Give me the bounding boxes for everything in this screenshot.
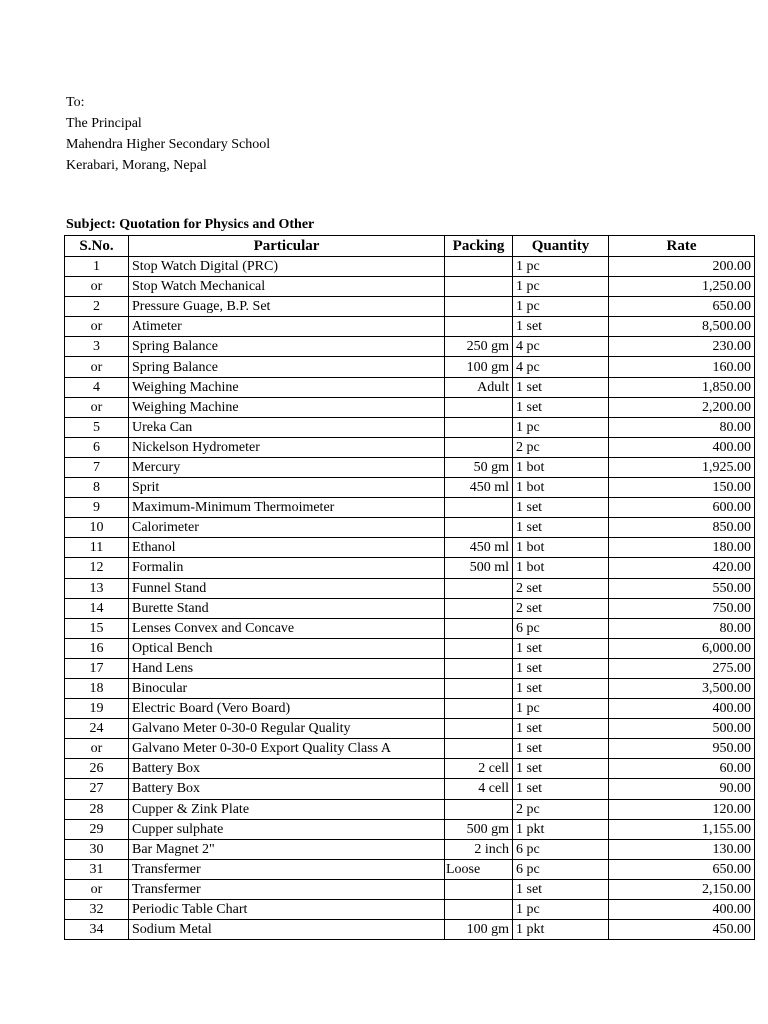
cell-particular: Periodic Table Chart [129,900,445,920]
cell-quantity: 1 set [513,317,609,337]
cell-packing: 100 gm [445,920,513,940]
table-row [65,498,755,518]
cell-sno: 16 [65,638,129,658]
cell-sno: 19 [65,699,129,719]
cell-particular: Electric Board (Vero Board) [129,699,445,719]
cell-rate: 230.00 [609,337,755,357]
cell-sno: 3 [65,337,129,357]
cell-rate: 950.00 [609,739,755,759]
cell-particular: Battery Box [129,759,445,779]
cell-particular: Mercury [129,457,445,477]
cell-packing [445,799,513,819]
cell-quantity: 1 pc [513,900,609,920]
cell-sno: 4 [65,377,129,397]
cell-particular: Transfermer [129,879,445,899]
cell-particular: Ethanol [129,538,445,558]
cell-packing [445,417,513,437]
quotation-table [64,235,755,940]
cell-rate: 1,925.00 [609,457,755,477]
cell-rate: 450.00 [609,920,755,940]
cell-quantity: 1 set [513,397,609,417]
cell-rate: 120.00 [609,799,755,819]
cell-rate: 60.00 [609,759,755,779]
cell-particular: Binocular [129,678,445,698]
table-row [65,900,755,920]
table-row [65,779,755,799]
address-to: To: [66,95,85,110]
cell-particular: Transfermer [129,859,445,879]
table-row [65,277,755,297]
cell-packing [445,618,513,638]
table-row [65,799,755,819]
cell-quantity: 1 bot [513,478,609,498]
cell-sno: 24 [65,719,129,739]
cell-rate: 150.00 [609,478,755,498]
table-row [65,759,755,779]
cell-quantity: 1 set [513,518,609,538]
cell-sno: 10 [65,518,129,538]
cell-packing: 500 ml [445,558,513,578]
cell-sno: 17 [65,658,129,678]
cell-sno: 13 [65,578,129,598]
cell-particular: Nickelson Hydrometer [129,437,445,457]
cell-quantity: 1 set [513,739,609,759]
cell-particular: Burette Stand [129,598,445,618]
header-rate: Rate [609,236,755,257]
cell-packing: 250 gm [445,337,513,357]
cell-sno: or [65,739,129,759]
cell-rate: 6,000.00 [609,638,755,658]
cell-quantity: 6 pc [513,859,609,879]
cell-particular: Atimeter [129,317,445,337]
table-row [65,638,755,658]
cell-rate: 2,150.00 [609,879,755,899]
cell-packing: 2 inch [445,839,513,859]
cell-rate: 80.00 [609,618,755,638]
cell-packing [445,638,513,658]
cell-rate: 500.00 [609,719,755,739]
cell-quantity: 1 bot [513,457,609,477]
cell-particular: Pressure Guage, B.P. Set [129,297,445,317]
cell-particular: Galvano Meter 0-30-0 Regular Quality [129,719,445,739]
cell-quantity: 1 set [513,498,609,518]
cell-packing: 100 gm [445,357,513,377]
cell-rate: 160.00 [609,357,755,377]
cell-quantity: 1 pc [513,417,609,437]
cell-quantity: 1 pkt [513,819,609,839]
cell-sno: 32 [65,900,129,920]
cell-quantity: 1 set [513,759,609,779]
cell-packing [445,317,513,337]
cell-sno: or [65,357,129,377]
cell-sno: 8 [65,478,129,498]
table-row [65,437,755,457]
table-row [65,879,755,899]
cell-quantity: 1 set [513,879,609,899]
cell-particular: Spring Balance [129,357,445,377]
cell-sno: or [65,317,129,337]
cell-quantity: 2 pc [513,799,609,819]
table-row [65,337,755,357]
cell-packing [445,699,513,719]
cell-rate: 750.00 [609,598,755,618]
cell-packing: 450 ml [445,538,513,558]
cell-packing [445,678,513,698]
cell-sno: or [65,879,129,899]
table-row [65,357,755,377]
cell-packing [445,277,513,297]
table-row [65,558,755,578]
table-row [65,598,755,618]
cell-packing [445,598,513,618]
header-sno: S.No. [65,236,129,257]
cell-quantity: 1 pc [513,297,609,317]
cell-packing [445,578,513,598]
cell-rate: 90.00 [609,779,755,799]
cell-quantity: 2 set [513,598,609,618]
cell-quantity: 1 pc [513,257,609,277]
table-row [65,920,755,940]
cell-rate: 850.00 [609,518,755,538]
table-row [65,859,755,879]
cell-sno: 28 [65,799,129,819]
table-row [65,699,755,719]
table-header-row [65,236,755,257]
cell-quantity: 1 bot [513,558,609,578]
table-row [65,618,755,638]
cell-rate: 1,850.00 [609,377,755,397]
cell-quantity: 2 set [513,578,609,598]
cell-particular: Galvano Meter 0-30-0 Export Quality Class A [129,739,445,759]
cell-rate: 400.00 [609,437,755,457]
cell-sno: 11 [65,538,129,558]
cell-sno: 6 [65,437,129,457]
cell-sno: 29 [65,819,129,839]
cell-rate: 1,155.00 [609,819,755,839]
subject-line: Subject: Quotation for Physics and Other [66,217,315,232]
cell-particular: Bar Magnet 2" [129,839,445,859]
cell-packing [445,658,513,678]
cell-rate: 80.00 [609,417,755,437]
cell-quantity: 1 pc [513,277,609,297]
cell-sno: 5 [65,417,129,437]
cell-packing: 50 gm [445,457,513,477]
cell-sno: 15 [65,618,129,638]
cell-particular: Stop Watch Digital (PRC) [129,257,445,277]
cell-particular: Hand Lens [129,658,445,678]
cell-quantity: 6 pc [513,618,609,638]
cell-rate: 550.00 [609,578,755,598]
header-packing: Packing [445,236,513,257]
cell-packing [445,437,513,457]
cell-packing [445,719,513,739]
cell-particular: Optical Bench [129,638,445,658]
table-row [65,417,755,437]
cell-quantity: 1 pkt [513,920,609,940]
cell-particular: Stop Watch Mechanical [129,277,445,297]
cell-rate: 200.00 [609,257,755,277]
table-row [65,257,755,277]
cell-packing [445,518,513,538]
cell-packing [445,900,513,920]
cell-quantity: 1 set [513,377,609,397]
cell-particular: Ureka Can [129,417,445,437]
cell-rate: 8,500.00 [609,317,755,337]
cell-sno: 7 [65,457,129,477]
cell-quantity: 1 set [513,638,609,658]
cell-packing [445,297,513,317]
address-school: Mahendra Higher Secondary School [66,137,271,152]
table-row [65,719,755,739]
table-row [65,819,755,839]
cell-rate: 400.00 [609,699,755,719]
cell-quantity: 1 set [513,719,609,739]
cell-quantity: 6 pc [513,839,609,859]
cell-sno: 14 [65,598,129,618]
cell-sno: 30 [65,839,129,859]
cell-sno: 27 [65,779,129,799]
table-row [65,678,755,698]
address-location: Kerabari, Morang, Nepal [66,158,207,173]
table-row [65,478,755,498]
header-quantity: Quantity [513,236,609,257]
cell-rate: 600.00 [609,498,755,518]
cell-rate: 3,500.00 [609,678,755,698]
cell-particular: Battery Box [129,779,445,799]
cell-particular: Lenses Convex and Concave [129,618,445,638]
cell-rate: 275.00 [609,658,755,678]
cell-particular: Sprit [129,478,445,498]
cell-packing [445,879,513,899]
cell-rate: 2,200.00 [609,397,755,417]
table-row [65,377,755,397]
cell-quantity: 1 set [513,678,609,698]
table-row [65,538,755,558]
cell-rate: 650.00 [609,297,755,317]
cell-particular: Spring Balance [129,337,445,357]
cell-quantity: 1 set [513,779,609,799]
cell-particular: Cupper & Zink Plate [129,799,445,819]
cell-packing: 500 gm [445,819,513,839]
cell-packing [445,739,513,759]
cell-rate: 420.00 [609,558,755,578]
cell-sno: 12 [65,558,129,578]
header-particular: Particular [129,236,445,257]
cell-rate: 650.00 [609,859,755,879]
cell-sno: 26 [65,759,129,779]
cell-quantity: 4 pc [513,337,609,357]
cell-sno: 18 [65,678,129,698]
cell-quantity: 2 pc [513,437,609,457]
cell-rate: 400.00 [609,900,755,920]
cell-packing: Adult [445,377,513,397]
cell-packing: 450 ml [445,478,513,498]
table-row [65,578,755,598]
cell-packing [445,257,513,277]
cell-quantity: 1 pc [513,699,609,719]
table-row [65,457,755,477]
table-row [65,839,755,859]
cell-particular: Maximum-Minimum Thermoimeter [129,498,445,518]
cell-quantity: 1 set [513,658,609,678]
recipient-address [66,92,270,176]
cell-particular: Formalin [129,558,445,578]
table-row [65,297,755,317]
table-row [65,317,755,337]
cell-quantity: 4 pc [513,357,609,377]
cell-sno: 34 [65,920,129,940]
cell-packing [445,397,513,417]
cell-sno: 2 [65,297,129,317]
cell-sno: 1 [65,257,129,277]
cell-packing [445,498,513,518]
cell-particular: Weighing Machine [129,397,445,417]
cell-sno: 9 [65,498,129,518]
cell-particular: Weighing Machine [129,377,445,397]
cell-packing: Loose [445,859,513,879]
table-row [65,658,755,678]
cell-rate: 1,250.00 [609,277,755,297]
table-row [65,518,755,538]
cell-packing: 2 cell [445,759,513,779]
cell-particular: Sodium Metal [129,920,445,940]
cell-particular: Calorimeter [129,518,445,538]
cell-particular: Funnel Stand [129,578,445,598]
cell-rate: 130.00 [609,839,755,859]
cell-sno: or [65,277,129,297]
cell-quantity: 1 bot [513,538,609,558]
cell-sno: 31 [65,859,129,879]
cell-packing: 4 cell [445,779,513,799]
cell-sno: or [65,397,129,417]
table-row [65,397,755,417]
cell-particular: Cupper sulphate [129,819,445,839]
cell-rate: 180.00 [609,538,755,558]
address-recipient: The Principal [66,116,142,131]
table-row [65,739,755,759]
